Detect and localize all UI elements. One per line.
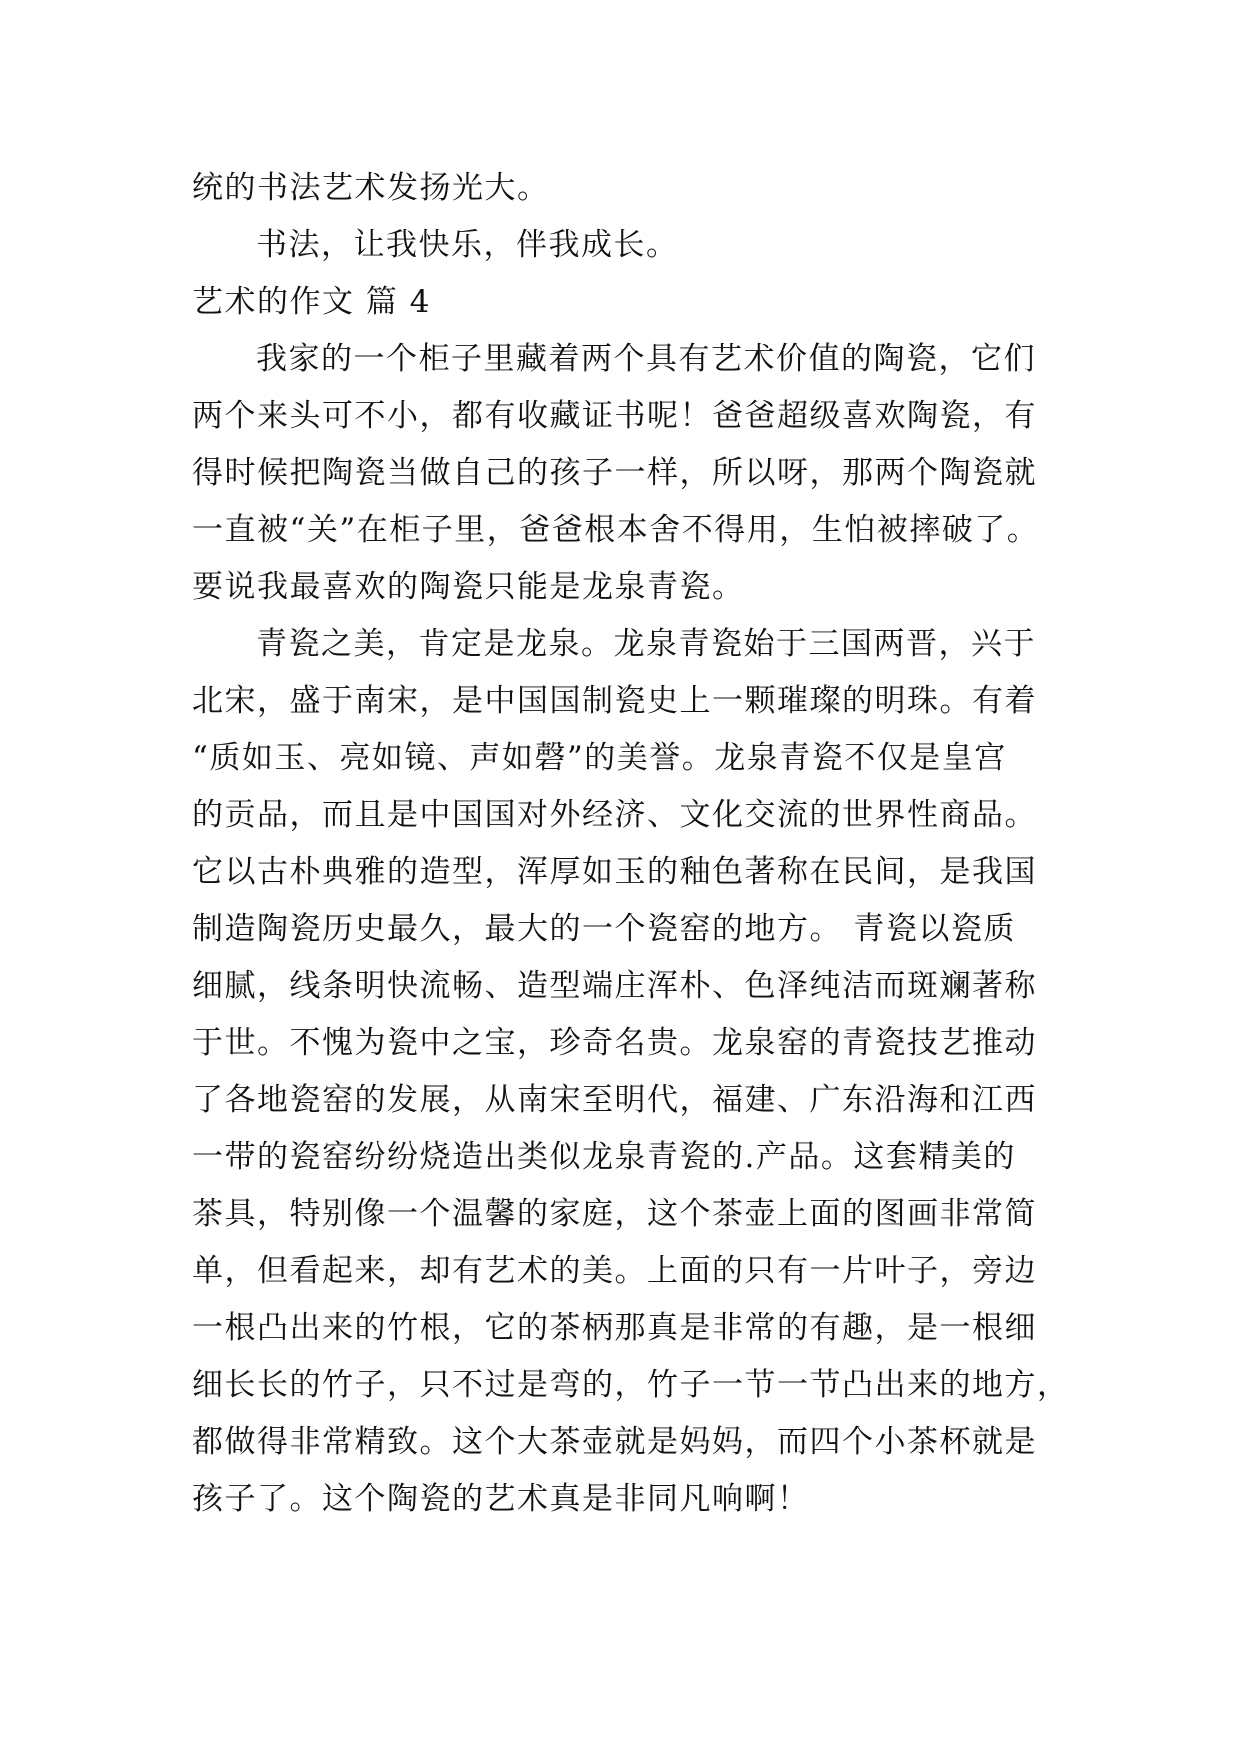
text-line: 它以古朴典雅的造型，浑厚如玉的釉色著称在民间，是我国 (192, 854, 1037, 890)
text-line: 青瓷之美，肯定是龙泉。龙泉青瓷始于三国两晋，兴于 (256, 626, 1036, 662)
text-line: 书法，让我快乐，伴我成长。 (256, 227, 679, 263)
text-line: 一直被“关”在柜子里，爸爸根本舍不得用，生怕被摔破了。 (192, 512, 1040, 548)
text-line: 我家的一个柜子里藏着两个具有艺术价值的陶瓷，它们 (256, 341, 1036, 377)
text-line: 茶具，特别像一个温馨的家庭，这个茶壶上面的图画非常简 (192, 1196, 1037, 1232)
text-line: 于世。不愧为瓷中之宝，珍奇名贵。龙泉窑的青瓷技艺推动 (192, 1025, 1037, 1061)
text-line: 北宋，盛于南宋，是中国国制瓷史上一颗璀璨的明珠。有着 (192, 683, 1037, 719)
text-line: 制造陶瓷历史最久，最大的一个瓷窑的地方。 青瓷以瓷质 (192, 911, 1016, 947)
text-line: 单，但看起来，却有艺术的美。上面的只有一片叶子，旁边 (192, 1253, 1037, 1289)
text-line: 两个来头可不小，都有收藏证书呢！爸爸超级喜欢陶瓷，有 (192, 398, 1037, 434)
text-line: 细腻，线条明快流畅、造型端庄浑朴、色泽纯洁而斑斓著称 (192, 968, 1037, 1004)
text-line: 要说我最喜欢的陶瓷只能是龙泉青瓷。 (192, 569, 745, 605)
text-line: 了各地瓷窑的发展，从南宋至明代，福建、广东沿海和江西 (192, 1082, 1037, 1118)
text-line: 得时候把陶瓷当做自己的孩子一样，所以呀，那两个陶瓷就 (192, 455, 1037, 491)
section-heading: 艺术的作文 篇 4 (192, 284, 431, 320)
text-line: 一根凸出来的竹根，它的茶柄那真是非常的有趣，是一根细 (192, 1310, 1037, 1346)
text-line: 一带的瓷窑纷纷烧造出类似龙泉青瓷的.产品。这套精美的 (192, 1139, 1016, 1175)
text-line: 统的书法艺术发扬光大。 (192, 170, 550, 206)
text-line: 细长长的竹子，只不过是弯的，竹子一节一节凸出来的地方， (192, 1367, 1070, 1403)
document-body (192, 160, 1070, 1528)
text-line: 的贡品，而且是中国国对外经济、文化交流的世界性商品。 (192, 797, 1037, 833)
text-line: 都做得非常精致。这个大茶壶就是妈妈，而四个小茶杯就是 (192, 1424, 1037, 1460)
text-line: “质如玉、亮如镜、声如磬”的美誉。龙泉青瓷不仅是皇宫 (192, 740, 1007, 776)
text-line: 孩子了。这个陶瓷的艺术真是非同凡响啊！ (192, 1481, 810, 1517)
